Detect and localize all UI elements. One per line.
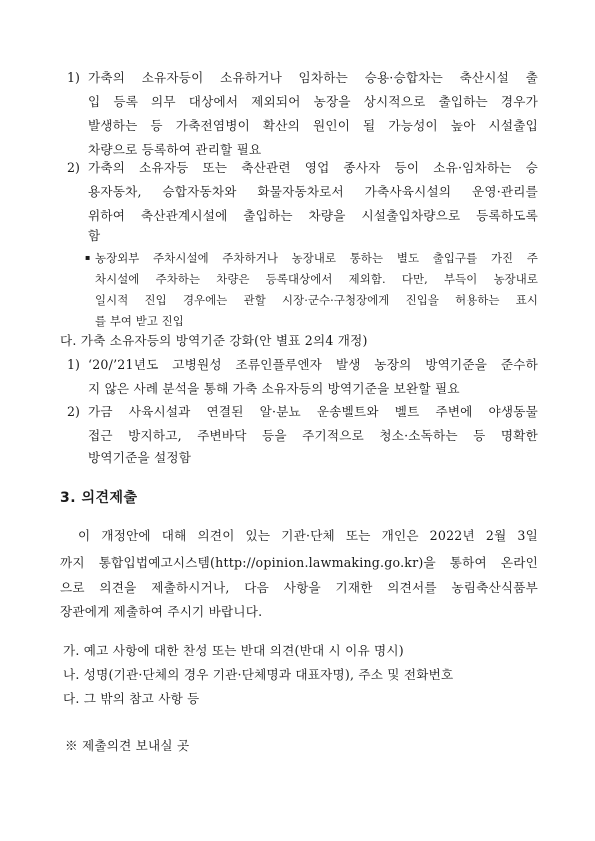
da-item-2-line-2: 접근 방지하고, 주변바닥 등을 주기적으로 청소·소독하는 등 명확한 <box>88 428 538 443</box>
opinion-paragraph-line-1: 이 개정안에 대해 의견이 있는 기관·단체 또는 개인은 2022년 2월 3일 <box>78 528 538 543</box>
opinion-paragraph-line-2: 까지 통합입법예고시스템(http://opinion.lawmaking.go.kr)을 통하여 온라인 <box>60 555 538 570</box>
item-number: 2) <box>67 404 80 419</box>
item-1-line-2: 입 등록 의무 대상에서 제외되어 농장을 상시적으로 출입하는 경우가 <box>88 94 538 109</box>
item-number: 2) <box>67 160 80 175</box>
da-item-2-line-1: 가금 사육시설과 연결된 알·분뇨 운송벨트와 벨트 주변에 야생동물 <box>88 404 538 419</box>
note-bullet: ▪ <box>85 253 91 262</box>
section-da-title: 다. 가축 소유자등의 방역기준 강화(안 별표 2의4 개정) <box>60 333 368 348</box>
item-1-line-1: 가축의 소유자등이 소유하거나 임차하는 승용·승합차는 축산시설 출 <box>88 70 538 85</box>
opinion-paragraph-line-3: 으로 의견을 제출하시거나, 다음 사항을 기재한 의견서를 농림축산식품부 <box>60 580 538 595</box>
submission-list-item: 나. 성명(기관·단체의 경우 기관·단체명과 대표자명), 주소 및 전화번호 <box>63 667 454 682</box>
submission-address-remark: ※ 제출의견 보내실 곳 <box>65 738 190 753</box>
item-2-line-2: 용자동차, 승합자동차와 화물자동차로서 가축사육시설의 운영·관리를 <box>88 184 538 199</box>
section-3-title: 의견제출 <box>81 490 138 506</box>
item-1-line-4: 차량으로 등록하여 관리할 필요 <box>88 142 262 157</box>
item-2-line-3: 위하여 축산관계시설에 출입하는 차량을 시설출입차량으로 등록하도록 <box>88 208 538 223</box>
item-2-line-4: 함 <box>88 228 101 243</box>
item-2-line-1: 가축의 소유자등 또는 축산관련 영업 종사자 등이 소유·임차하는 승 <box>88 160 538 175</box>
note-line-1: 농장외부 주차시설에 주차하거나 농장내로 통하는 별도 출입구를 가진 주 <box>95 251 538 265</box>
submission-list-item: 가. 예고 사항에 대한 찬성 또는 반대 의견(반대 시 이유 명시) <box>63 643 404 658</box>
note-line-2: 차시설에 주차하는 차량은 등록대상에서 제외함. 다만, 부득이 농장내로 <box>95 272 538 286</box>
opinion-paragraph-line-4: 장관에게 제출하여 주시기 바랍니다. <box>60 604 263 619</box>
note-line-4: 를 부여 받고 진입 <box>95 314 184 328</box>
da-item-1-line-2: 지 않은 사례 분석을 통해 가축 소유자등의 방역기준을 보완할 필요 <box>88 381 460 396</box>
note-line-3: 일시적 진입 경우에는 관할 시장·군수·구청장에게 진입을 허용하는 표시 <box>95 293 538 307</box>
da-item-2-line-3: 방역기준을 설정함 <box>88 450 192 465</box>
item-1-line-3: 발생하는 등 가축전염병이 확산의 원인이 될 가능성이 높아 시설출입 <box>88 118 538 133</box>
item-number: 1) <box>67 70 80 85</box>
submission-list-item: 다. 그 밖의 참고 사항 등 <box>63 691 200 706</box>
da-item-1-line-1: ‘20/’21년도 고병원성 조류인플루엔자 발생 농장의 방역기준을 준수하 <box>88 357 538 372</box>
section-3-heading <box>60 489 138 507</box>
section-3-number: 3. <box>60 490 77 506</box>
item-number: 1) <box>67 357 80 372</box>
